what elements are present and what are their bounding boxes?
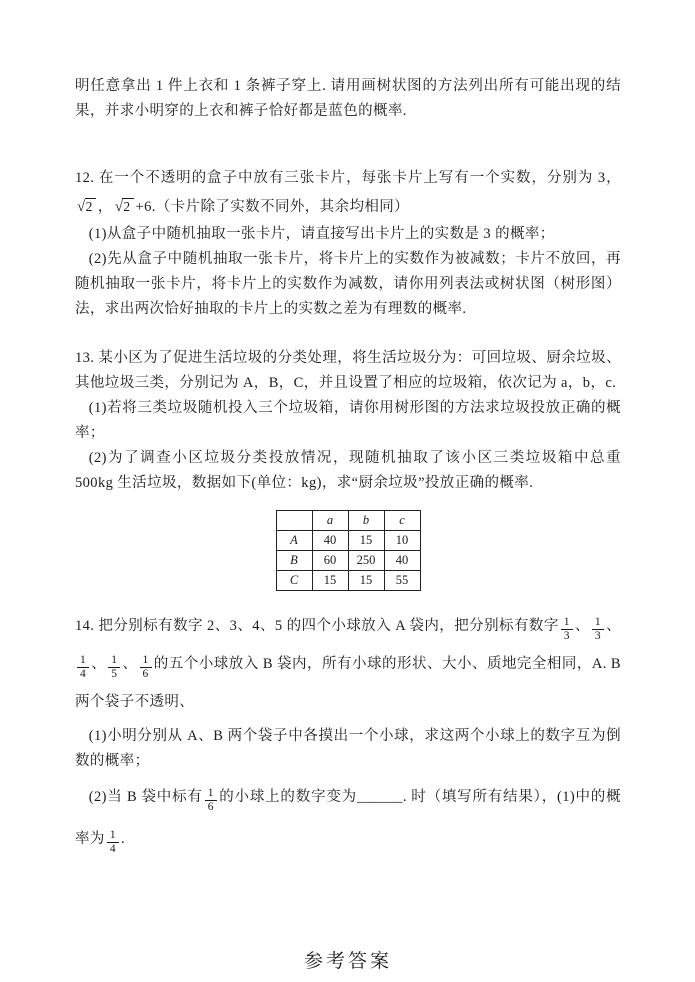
table-row-label: B — [276, 551, 312, 571]
question-13 — [75, 346, 621, 591]
table-cell: 60 — [312, 551, 348, 571]
q14-part2-blank-text: 的小球上的数字变为______. 时（填写所有结果），(1)中的概率为 — [75, 789, 621, 847]
q12-intro-sep: ， — [97, 199, 113, 215]
table-cell: 250 — [348, 551, 384, 571]
q14-part2 — [75, 776, 621, 860]
fraction: $\frac{1}{4}$ — [77, 654, 89, 681]
q14-part2-end: . — [120, 831, 125, 847]
q14-intro — [75, 607, 621, 721]
question-14 — [75, 607, 621, 860]
sqrt-expression — [115, 193, 134, 222]
fraction: $\frac{1}{3}$ — [592, 616, 604, 643]
fraction: $\frac{1}{3}$ — [561, 616, 573, 643]
table-header-row — [276, 511, 420, 531]
q13-part2: (2)为了调查小区垃圾分类投放情况，现随机抽取了该小区三类垃圾箱中总重 500kg 生活垃圾，数据如下(单位：kg)，求“厨余垃圾”投放正确的概率. — [75, 450, 621, 491]
table-cell: 15 — [348, 571, 384, 591]
table-col-header-a: a — [312, 511, 348, 531]
radicand: 2 — [85, 198, 96, 214]
fraction: $\frac{1}{6}$ — [205, 787, 217, 814]
fraction: $\frac{1}{4}$ — [107, 829, 119, 856]
q14-intro-pre: 14. 把分别标有数字 2、3、4、5 的四个小球放入 A 袋内，把分别标有数字 — [75, 618, 559, 634]
table-row — [276, 571, 420, 591]
q12-part1: (1)从盒子中随机抽取一张卡片，请直接写出卡片上的实数是 3 的概率； — [88, 226, 555, 242]
table-row — [276, 531, 420, 551]
question-12 — [75, 164, 621, 322]
q11-continuation-text: 明任意拿出 1 件上衣和 1 条裤子穿上. 请用画树状图的方法列出所有可能出现的结果，并求小明穿的上衣和裤子恰好都是蓝色的概率. — [75, 78, 621, 119]
table-row-label: C — [276, 571, 312, 591]
q14-part2-pre: (2)当 B 袋中标有 — [88, 789, 203, 805]
table-row — [276, 551, 420, 571]
table-cell: 10 — [384, 531, 420, 551]
radical-sign-icon: √ — [77, 199, 86, 215]
q12-intro-pre: 12. 在一个不透明的盒子中放有三张卡片，每张卡片上写有一个实数，分别为 3， — [75, 170, 621, 186]
q14-intro-post: 的五个小球放入 B 袋内，所有小球的形状、大小、质地完全相同，A. B 两个袋子不透明、 — [75, 656, 621, 710]
answers-heading: 参考答案 — [303, 951, 392, 972]
table-row-label: A — [276, 531, 312, 551]
table-cell: 15 — [348, 531, 384, 551]
table-cell: 55 — [384, 571, 420, 591]
table-cell: 40 — [384, 551, 420, 571]
garbage-weight-table — [276, 510, 421, 591]
q13-part1: (1)若将三类垃圾随机投入三个垃圾箱，请你用树形图的方法求垃圾投放正确的概率； — [75, 400, 621, 441]
radical-sign-icon: √ — [114, 199, 124, 215]
q12-intro-post: +6.（卡片除了实数不同外，其余均相同） — [135, 199, 410, 215]
q13-intro: 13. 某小区为了促进生活垃圾的分类处理，将生活垃圾分为：可回垃圾、厨余垃圾、其他垃圾三类，分别记为 A，B，C，并且设置了相应的垃圾箱，依次记为 a，b，c. — [75, 350, 621, 391]
q12-part2: (2)先从盒子中随机抽取一张卡片，将卡片上的实数作为被减数；卡片不放回，再随机抽取一张卡片，将卡片上的实数作为减数，请你用列表法或树状图（树形图）法，求出两次恰好抽取的卡片上的实数之差为有理数的概率. — [75, 251, 621, 317]
fraction-list: $\frac{1}{3}$ 、 $\frac{1}{3}$ 、 $\frac{1}{4}$ 、 $\frac{1}{5}$ 、 $\frac{1}{6}$ — [75, 618, 621, 672]
fraction: $\frac{1}{6}$ — [140, 654, 152, 681]
fraction: $\frac{1}{5}$ — [108, 654, 120, 681]
table-cell: 40 — [312, 531, 348, 551]
sqrt-expression — [77, 193, 96, 222]
q14-part1: (1)小明分别从 A、B 两个袋子中各摸出一个小球，求这两个小球上的数字互为倒数的概率； — [75, 728, 621, 769]
q12-intro — [75, 164, 621, 222]
table-corner-cell — [276, 511, 312, 531]
table-col-header-c: c — [384, 511, 420, 531]
table-col-header-b: b — [348, 511, 384, 531]
radicand: 2 — [122, 198, 133, 214]
table-cell: 15 — [312, 571, 348, 591]
